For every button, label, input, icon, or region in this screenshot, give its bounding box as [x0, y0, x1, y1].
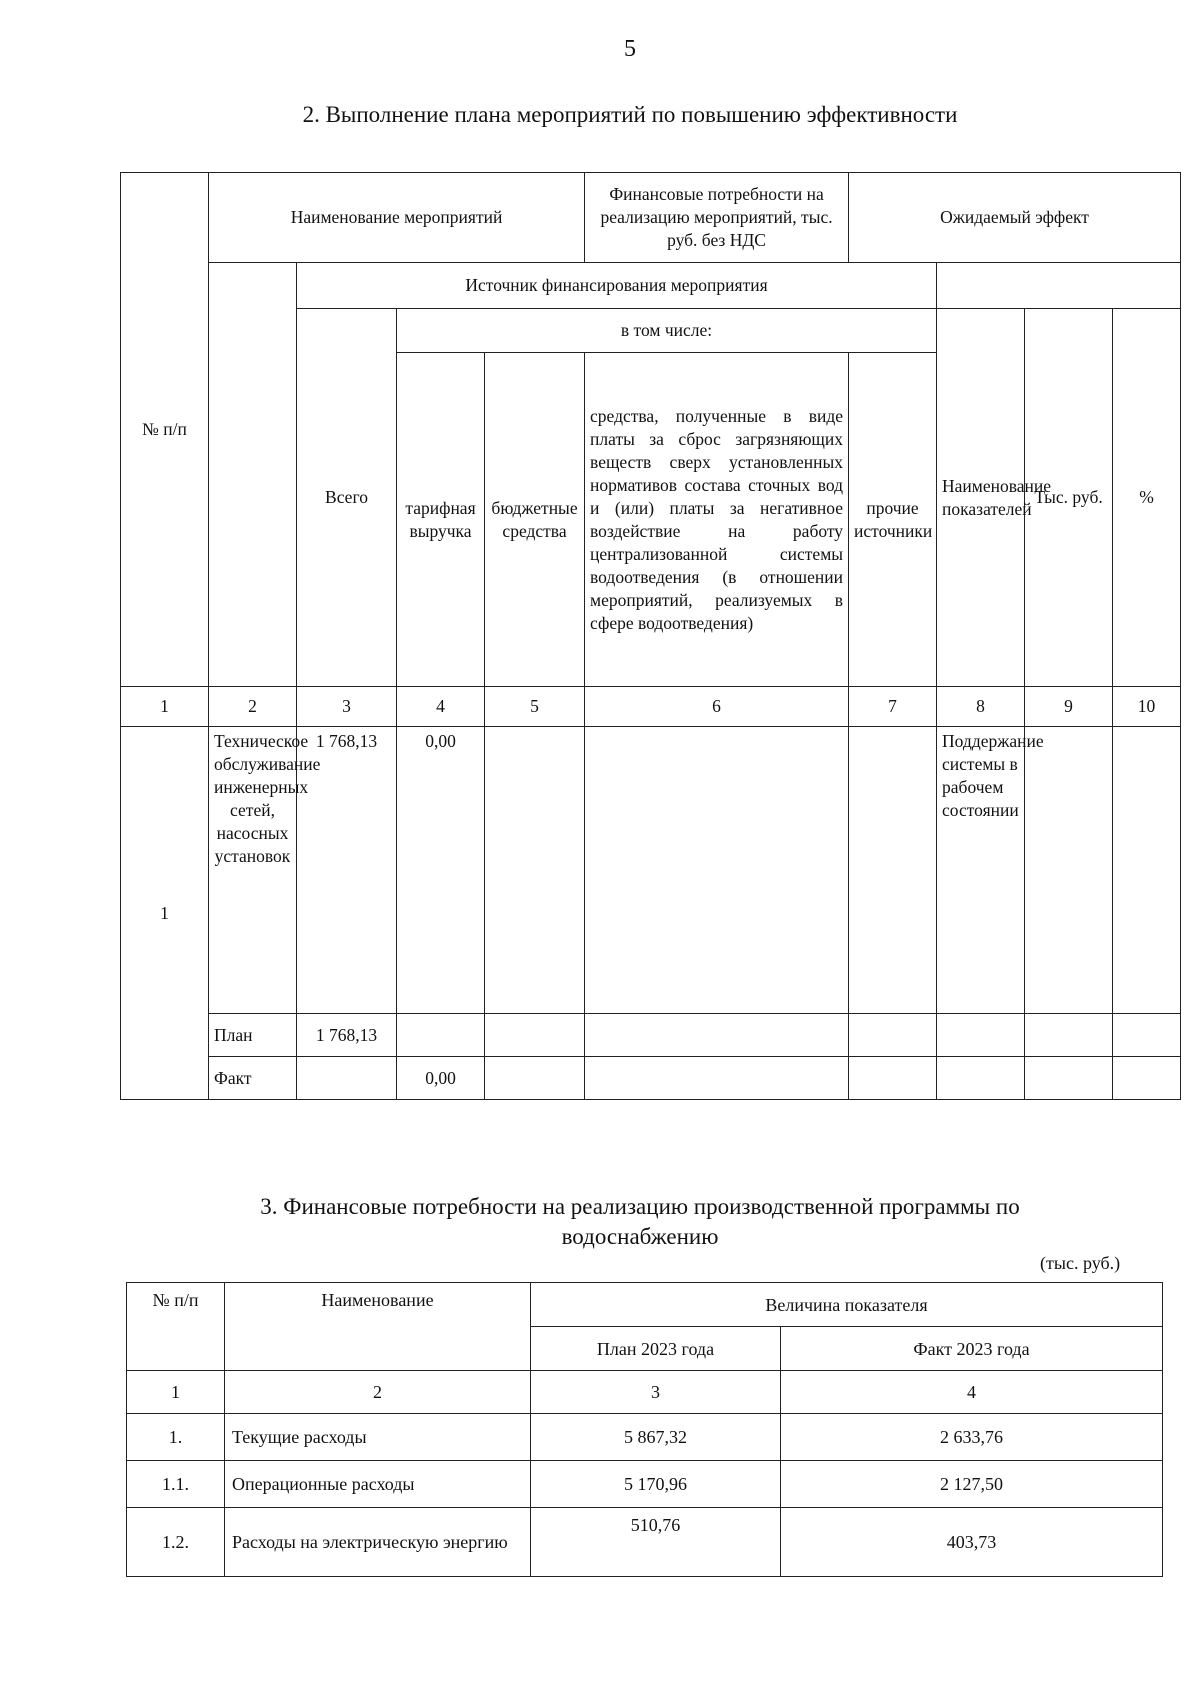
header-including: в том числе: — [397, 309, 937, 353]
colnum-2: 2 — [209, 687, 297, 727]
fact-tariff: 0,00 — [397, 1057, 485, 1100]
page-number: 5 — [624, 36, 636, 62]
header-blank — [209, 263, 297, 687]
table-row — [121, 727, 1181, 1014]
header-effect-blank — [937, 263, 1181, 309]
header-budget: бюджетные средства — [485, 353, 585, 687]
t3-row-num: 1.1. — [127, 1461, 225, 1508]
header-effect: Ожидаемый эффект — [849, 173, 1181, 263]
fact-row — [121, 1057, 1181, 1100]
t3-colnum-2: 2 — [225, 1371, 531, 1414]
t3-row-fact: 2 633,76 — [781, 1414, 1163, 1461]
colnum-1: 1 — [121, 687, 209, 727]
header-row-1 — [121, 173, 1181, 263]
t3-header-row-1 — [127, 1283, 1163, 1327]
t3-colnum-4: 4 — [781, 1371, 1163, 1414]
t3-row-num: 1.2. — [127, 1508, 225, 1577]
header-tariff: тарифная выручка — [397, 353, 485, 687]
header-thousand-rub: Тыс. руб. — [1025, 309, 1113, 687]
t3-row-plan: 5 170,96 — [531, 1461, 781, 1508]
row-fees — [585, 727, 849, 1014]
t3-header-num: № п/п — [127, 1283, 225, 1371]
column-numbers-row — [121, 687, 1181, 727]
row-name: Техническое обслуживание инженерных сетей, насосных установок — [209, 727, 297, 1014]
fact-label: Факт — [209, 1057, 297, 1100]
t3-row-num: 1. — [127, 1414, 225, 1461]
colnum-6: 6 — [585, 687, 849, 727]
header-name: Наименование мероприятий — [209, 173, 585, 263]
row-tariff: 0,00 — [397, 727, 485, 1014]
colnum-4: 4 — [397, 687, 485, 727]
row-percent — [1113, 727, 1181, 1014]
t3-row-name: Расходы на электрическую энергию — [225, 1508, 531, 1577]
table-row — [127, 1461, 1163, 1508]
financial-needs-table — [126, 1282, 1163, 1577]
header-row-2 — [121, 263, 1181, 309]
header-num: № п/п — [121, 173, 209, 687]
plan-label: План — [209, 1014, 297, 1057]
t3-row-plan: 5 867,32 — [531, 1414, 781, 1461]
t3-row-name: Текущие расходы — [225, 1414, 531, 1461]
t3-row-plan: 510,76 — [531, 1508, 781, 1577]
row-total: 1 768,13 — [297, 727, 397, 1014]
colnum-9: 9 — [1025, 687, 1113, 727]
table-row — [127, 1508, 1163, 1577]
colnum-7: 7 — [849, 687, 937, 727]
row-thousand-rub — [1025, 727, 1113, 1014]
header-total: Всего — [297, 309, 397, 687]
header-source: Источник финансирования мероприятия — [297, 263, 937, 309]
plan-row — [121, 1014, 1181, 1057]
section-2-title: 2. Выполнение плана мероприятий по повышению эффективности — [302, 102, 958, 127]
colnum-10: 10 — [1113, 687, 1181, 727]
row-other — [849, 727, 937, 1014]
unit-label: (тыс. руб.) — [1040, 1253, 1121, 1273]
efficiency-plan-table — [120, 172, 1181, 1100]
t3-row-fact: 2 127,50 — [781, 1461, 1163, 1508]
header-fees: средства, полученные в виде платы за сброс загрязняющих веществ сверх установленных нормативов состава сточных вод и (или) платы за негативное воздействие на работу централизованной системы водоотведения (в отношении мероприятий, реализуемых в сфере водоотведения) — [585, 353, 849, 687]
t3-row-fact: 403,73 — [781, 1508, 1163, 1577]
header-percent: % — [1113, 309, 1181, 687]
row-indicator: Поддержание системы в рабочем состоянии — [937, 727, 1025, 1014]
t3-header-name: Наименование — [225, 1283, 531, 1371]
header-financial: Финансовые потребности на реализацию мероприятий, тыс. руб. без НДС — [585, 173, 849, 263]
colnum-3: 3 — [297, 687, 397, 727]
plan-total: 1 768,13 — [297, 1014, 397, 1057]
table-row — [127, 1414, 1163, 1461]
row-budget — [485, 727, 585, 1014]
t3-column-numbers-row — [127, 1371, 1163, 1414]
section-3-title: 3. Финансовые потребности на реализацию производственной программы по водоснабжению — [260, 1194, 1020, 1249]
colnum-8: 8 — [937, 687, 1025, 727]
t3-header-value: Величина показателя — [531, 1283, 1163, 1327]
t3-colnum-3: 3 — [531, 1371, 781, 1414]
header-indicator-name: Наименование показателей — [937, 309, 1025, 687]
t3-row-name: Операционные расходы — [225, 1461, 531, 1508]
row-num: 1 — [121, 727, 209, 1100]
header-other: прочие источники — [849, 353, 937, 687]
t3-header-fact: Факт 2023 года — [781, 1327, 1163, 1371]
colnum-5: 5 — [485, 687, 585, 727]
t3-colnum-1: 1 — [127, 1371, 225, 1414]
t3-header-plan: План 2023 года — [531, 1327, 781, 1371]
